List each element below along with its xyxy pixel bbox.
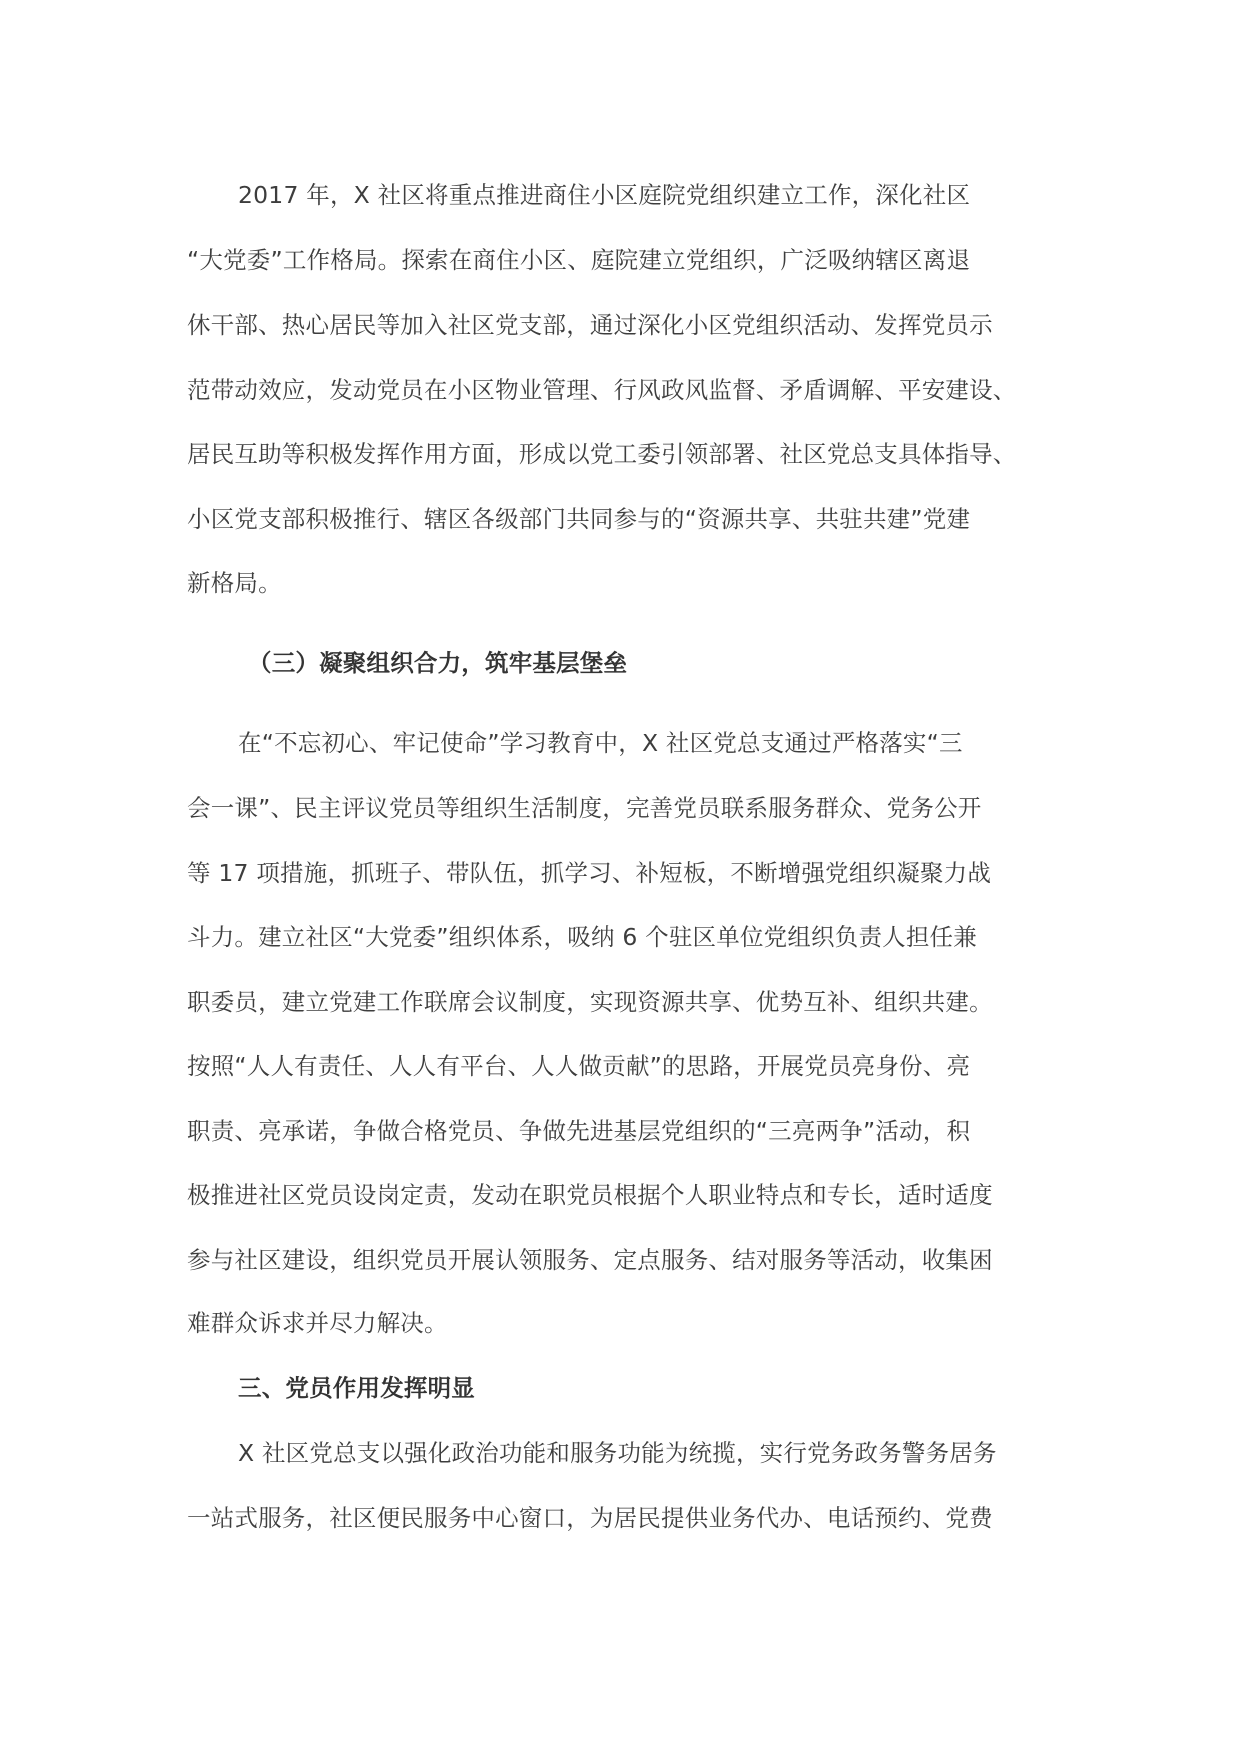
text-line: 斗力。建立社区“大党委”组织体系，吸纳 6 个驻区单位党组织负责人担任兼 — [187, 923, 977, 951]
text-line: 休干部、热心居民等加入社区党支部，通过深化小区党组织活动、发挥党员示 — [187, 311, 993, 339]
text-line: 2017 年，X 社区将重点推进商住小区庭院党组织建立工作，深化社区 — [238, 181, 971, 209]
text-line: 居民互助等积极发挥作用方面，形成以党工委引领部署、社区党总支具体指导、 — [187, 440, 1017, 468]
text-line: 小区党支部积极推行、辖区各级部门共同参与的“资源共享、共驻共建”党建 — [187, 505, 971, 533]
text-line: X 社区党总支以强化政治功能和服务功能为统揽，实行党务政务警务居务 — [238, 1439, 997, 1467]
text-line: 职责、亮承诺，争做合格党员、争做先进基层党组织的“三亮两争”活动，积 — [187, 1117, 971, 1145]
subsection-heading: （三）凝聚组织合力，筑牢基层堡垒 — [248, 649, 628, 677]
text-line: 范带动效应，发动党员在小区物业管理、行风政风监督、矛盾调解、平安建设、 — [187, 376, 1017, 404]
text-line: 等 17 项措施，抓班子、带队伍，抓学习、补短板，不断增强党组织凝聚力战 — [187, 859, 992, 887]
text-line: 职委员，建立党建工作联席会议制度，实现资源共享、优势互补、组织共建。 — [187, 988, 993, 1016]
text-line: 难群众诉求并尽力解决。 — [187, 1309, 448, 1337]
text-line: “大党委”工作格局。探索在商住小区、庭院建立党组织，广泛吸纳辖区离退 — [187, 246, 971, 274]
text-line: 在“不忘初心、牢记使命”学习教育中，X 社区党总支通过严格落实“三 — [238, 729, 963, 757]
section-heading: 三、党员作用发挥明显 — [238, 1374, 475, 1402]
text-line: 参与社区建设，组织党员开展认领服务、定点服务、结对服务等活动，收集困 — [187, 1246, 993, 1274]
text-line: 新格局。 — [187, 569, 282, 597]
text-line: 极推进社区党员设岗定责，发动在职党员根据个人职业特点和专长，适时适度 — [187, 1181, 993, 1209]
text-line: 按照“人人有责任、人人有平台、人人做贡献”的思路，开展党员亮身份、亮 — [187, 1052, 971, 1080]
text-line: 会一课”、民主评议党员等组织生活制度，完善党员联系服务群众、党务公开 — [187, 794, 982, 822]
text-line: 一站式服务，社区便民服务中心窗口，为居民提供业务代办、电话预约、党费 — [187, 1504, 993, 1532]
